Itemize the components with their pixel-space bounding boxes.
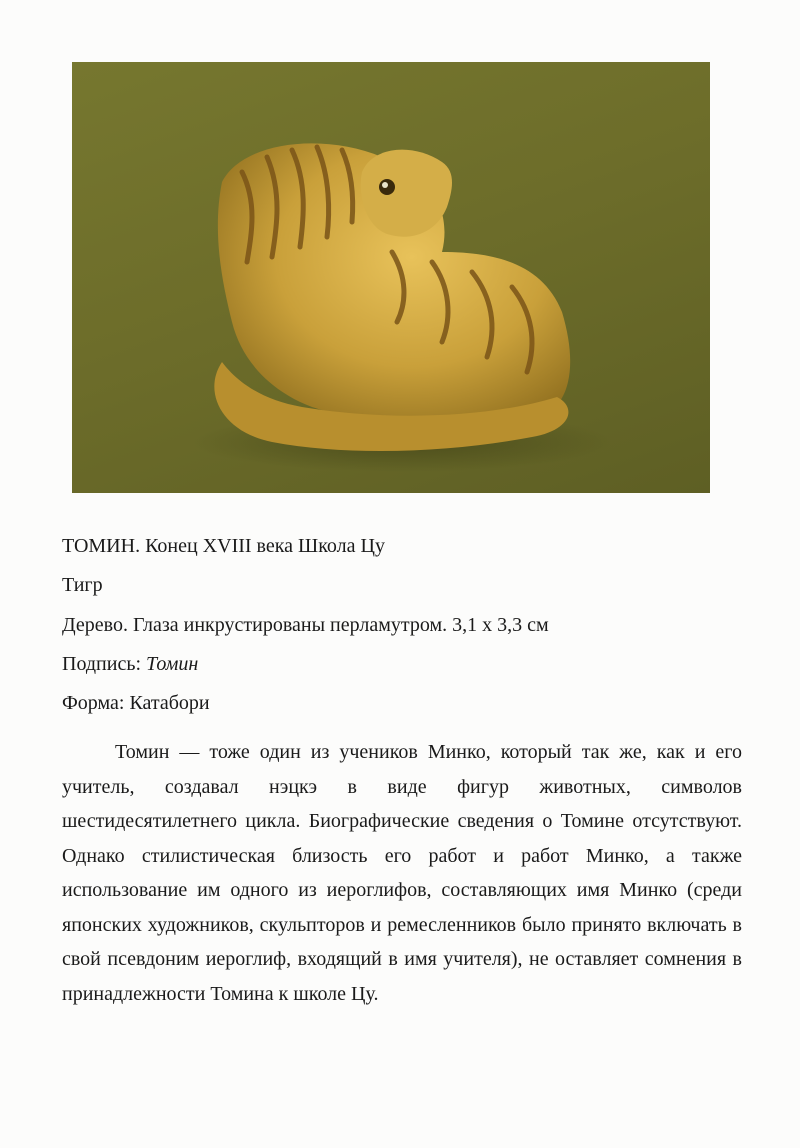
caption-subject: Тигр: [62, 574, 103, 596]
netsuke-photo: [72, 62, 710, 493]
body-paragraph: Томин — тоже один из учеников Минко, который так же, как и его учитель, создавал нэцкэ в виде фигур животных, символов шестидесятилетнего цикла. Биографические сведения о Томине отсутствуют. Однако стилистическая близость его работ и работ Минко, а также использование им одного из иероглифов, составляющих имя Минко (среди японских художников, скульпторов и ремесленников было принято включать в свой псевдоним иероглиф, входящий в имя учителя), не оставляет сомнения в принадлежности Томина к школе Цу.: [62, 741, 742, 1005]
caption-title: ТОМИН. Конец XVIII века Школа Цу: [62, 535, 385, 557]
form-value: Катабори: [129, 692, 210, 714]
tiger-netsuke-illustration: [72, 62, 710, 493]
signature-label: Подпись:: [62, 653, 147, 675]
caption-form: [62, 691, 210, 715]
form-label: Форма:: [62, 692, 130, 714]
caption-material: Дерево. Глаза инкрустированы перламутром. 3,1 x 3,3 см: [62, 614, 549, 636]
caption-signature: [62, 652, 198, 676]
signature-value: Томин: [146, 653, 199, 675]
